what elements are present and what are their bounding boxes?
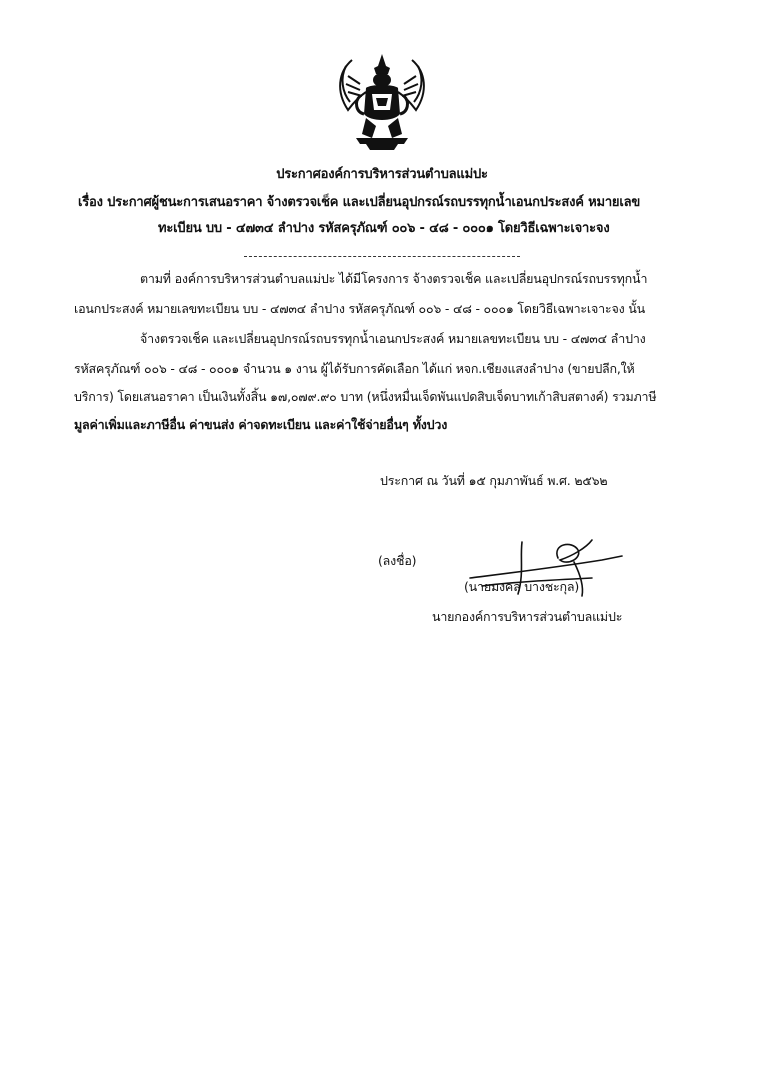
paragraph-2-line-1: จ้างตรวจเช็ค และเปลี่ยนอุปกรณ์รถบรรทุกน้ำเอนกประสงค์ หมายเลขทะเบียน บบ - ๔๗๓๔ ลำปาง bbox=[140, 331, 646, 346]
paragraph-2-line-3: บริการ) โดยเสนอราคา เป็นเงินทั้งสิ้น ๑๗,๐๗๙.๙๐ บาท (หนึ่งหมื่นเจ็ดพันแปดสิบเจ็ดบาทเก้าสิบสตางค์) รวมภาษี bbox=[74, 389, 657, 404]
paragraph-2-line-2: รหัสครุภัณฑ์ ๐๐๖ - ๔๘ - ๐๐๐๑ จำนวน ๑ งาน ผู้ได้รับการคัดเลือก ได้แก่ หจก.เชียงแสงลำปาง (ขายปลีก,ให้ bbox=[74, 361, 635, 376]
separator-dashed bbox=[244, 256, 520, 257]
handwritten-signature bbox=[462, 538, 632, 608]
paragraph-1-line-2: เอนกประสงค์ หมายเลขทะเบียน บบ - ๔๗๓๔ ลำปาง รหัสครุภัณฑ์ ๐๐๖ - ๔๘ - ๐๐๐๑ โดยวิธีเฉพาะเจาะจง นั้น bbox=[74, 301, 645, 316]
signer-name: (นายมงคล บางชะกุล) bbox=[464, 579, 580, 594]
paragraph-2-line-4: มูลค่าเพิ่มและภาษีอื่น ค่าขนส่ง ค่าจดทะเบียน และค่าใช้จ่ายอื่นๆ ทั้งปวง bbox=[74, 417, 448, 432]
subject-line-1: เรื่อง ประกาศผู้ชนะการเสนอราคา จ้างตรวจเช็ค และเปลี่ยนอุปกรณ์รถบรรทุกน้ำเอนกประสงค์ หมายเลข bbox=[78, 195, 641, 210]
org-title: ประกาศองค์การบริหารส่วนตำบลแม่ปะ bbox=[276, 167, 488, 182]
subject-line-2: ทะเบียน บบ - ๔๗๓๔ ลำปาง รหัสครุภัณฑ์ ๐๐๖ - ๔๘ - ๐๐๐๑ โดยวิธีเฉพาะเจาะจง bbox=[158, 221, 610, 236]
sign-label: (ลงชื่อ) bbox=[378, 553, 417, 568]
signer-position: นายกองค์การบริหารส่วนตำบลแม่ปะ bbox=[432, 609, 623, 624]
announcement-date: ประกาศ ณ วันที่ ๑๕ กุมภาพันธ์ พ.ศ. ๒๕๖๒ bbox=[380, 473, 608, 488]
paragraph-1-line-1: ตามที่ องค์การบริหารส่วนตำบลแม่ปะ ได้มีโครงการ จ้างตรวจเช็ค และเปลี่ยนอุปกรณ์รถบรรทุกน้ำ bbox=[140, 271, 648, 286]
garuda-emblem-icon bbox=[330, 52, 434, 152]
